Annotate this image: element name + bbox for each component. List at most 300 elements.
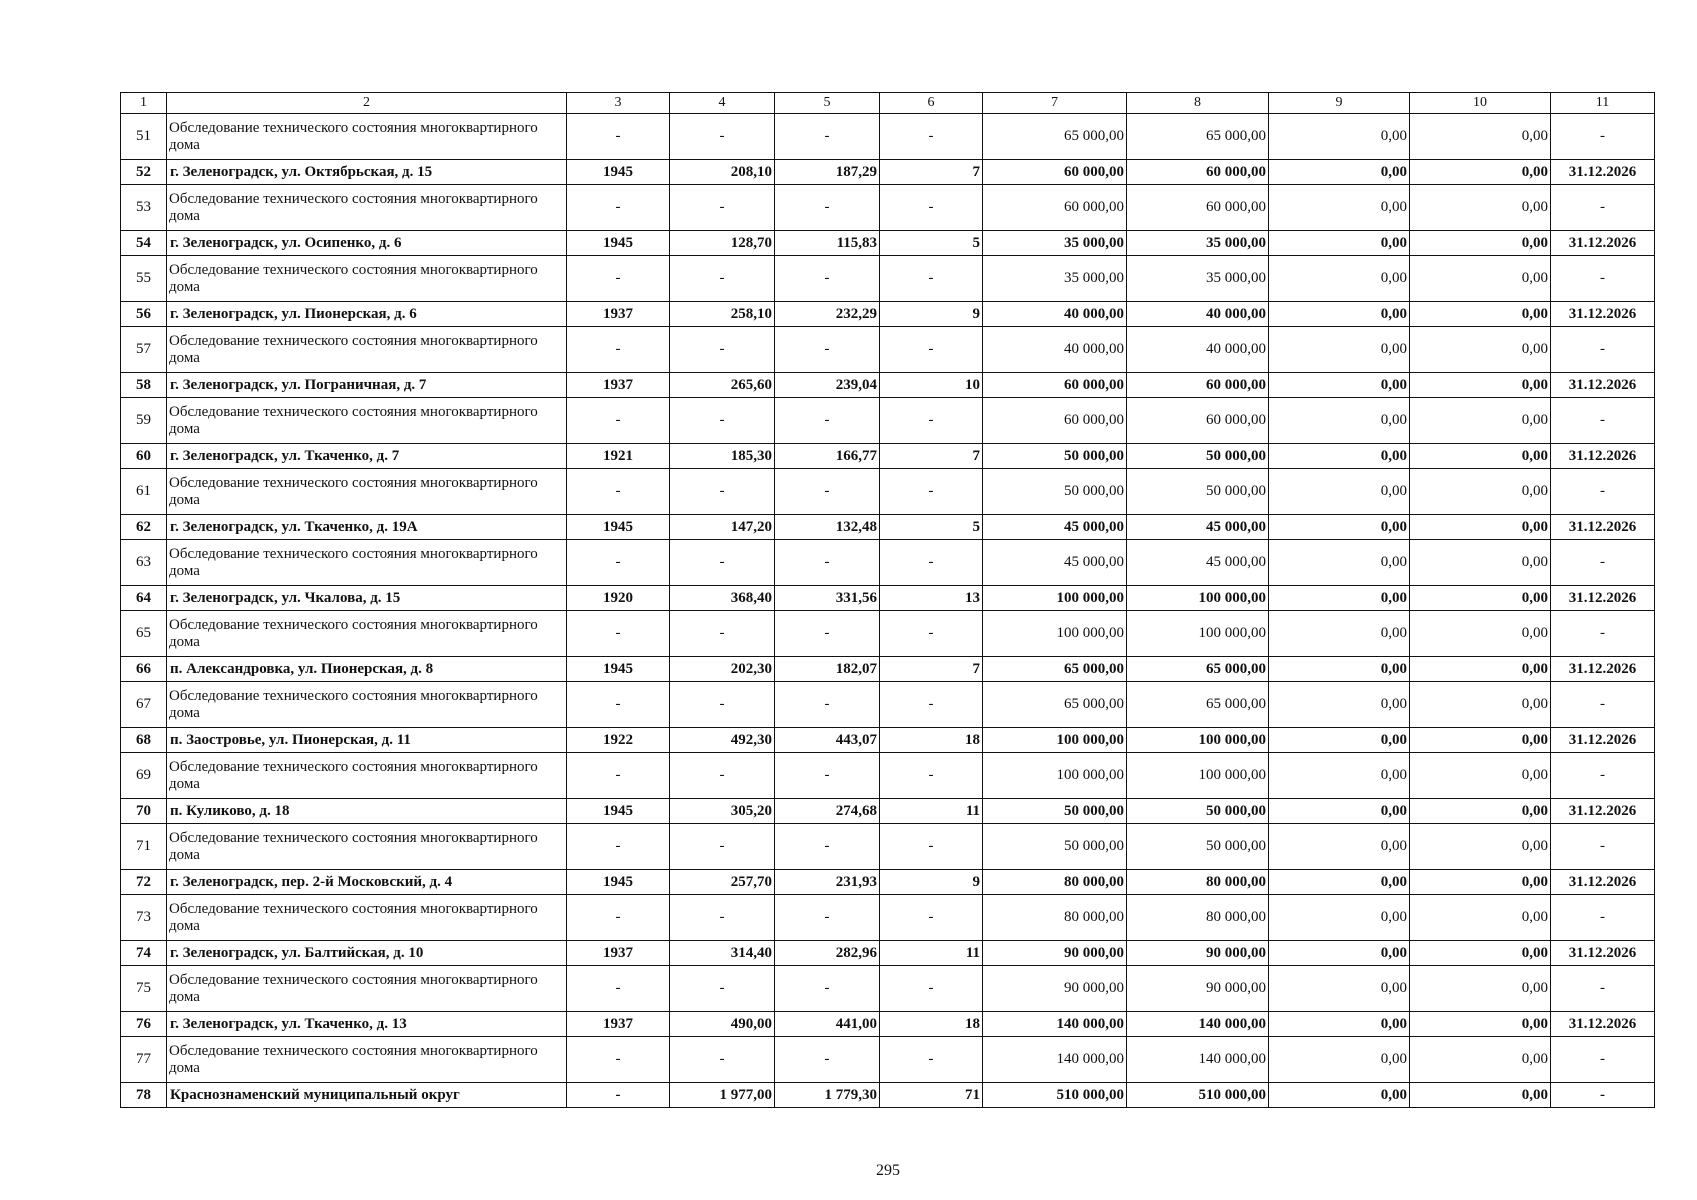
col-6-cell: 9: [880, 870, 983, 895]
col-11-cell: -: [1551, 753, 1655, 799]
column-number-5: 5: [775, 93, 880, 114]
col-8-cell: 60 000,00: [1127, 398, 1269, 444]
col-9-cell: 0,00: [1269, 870, 1410, 895]
object-name-cell: г. Зеленоградск, ул. Пограничная, д. 7: [167, 373, 567, 398]
table-row: [121, 540, 1655, 586]
col-5-cell: 232,29: [775, 302, 880, 327]
col-8-cell: 100 000,00: [1127, 611, 1269, 657]
col-7-cell: 140 000,00: [983, 1037, 1127, 1083]
col-4-cell: -: [670, 114, 775, 160]
table-row: [121, 373, 1655, 398]
col-6-cell: 7: [880, 160, 983, 185]
col-8-cell: 35 000,00: [1127, 231, 1269, 256]
row-number: 69: [121, 753, 167, 799]
col-3-cell: 1945: [567, 657, 670, 682]
work-description-cell: Обследование технического состояния многоквартирного дома: [167, 611, 567, 657]
object-name-cell: г. Зеленоградск, ул. Октябрьская, д. 15: [167, 160, 567, 185]
col-7-cell: 35 000,00: [983, 256, 1127, 302]
col-7-cell: 50 000,00: [983, 824, 1127, 870]
col-5-cell: -: [775, 327, 880, 373]
col-11-cell: 31.12.2026: [1551, 302, 1655, 327]
col-9-cell: 0,00: [1269, 1012, 1410, 1037]
column-number-6: 6: [880, 93, 983, 114]
col-3-cell: -: [567, 185, 670, 231]
col-3-cell: 1921: [567, 444, 670, 469]
col-9-cell: 0,00: [1269, 1037, 1410, 1083]
col-3-cell: -: [567, 256, 670, 302]
col-8-cell: 80 000,00: [1127, 895, 1269, 941]
work-description-cell: Обследование технического состояния многоквартирного дома: [167, 114, 567, 160]
object-name-cell: г. Зеленоградск, ул. Пионерская, д. 6: [167, 302, 567, 327]
col-10-cell: 0,00: [1410, 682, 1551, 728]
row-number: 73: [121, 895, 167, 941]
col-9-cell: 0,00: [1269, 160, 1410, 185]
row-number: 75: [121, 966, 167, 1012]
col-11-cell: 31.12.2026: [1551, 728, 1655, 753]
col-6-cell: -: [880, 611, 983, 657]
object-name-cell: Краснознаменский муниципальный округ: [167, 1083, 567, 1108]
col-11-cell: 31.12.2026: [1551, 373, 1655, 398]
row-number: 71: [121, 824, 167, 870]
col-10-cell: 0,00: [1410, 941, 1551, 966]
table-row: [121, 1083, 1655, 1108]
table-row: [121, 1012, 1655, 1037]
col-4-cell: 492,30: [670, 728, 775, 753]
col-10-cell: 0,00: [1410, 657, 1551, 682]
col-5-cell: -: [775, 185, 880, 231]
col-3-cell: -: [567, 824, 670, 870]
col-9-cell: 0,00: [1269, 799, 1410, 824]
col-5-cell: 182,07: [775, 657, 880, 682]
col-5-cell: 282,96: [775, 941, 880, 966]
col-3-cell: -: [567, 469, 670, 515]
col-5-cell: -: [775, 398, 880, 444]
col-3-cell: -: [567, 895, 670, 941]
object-name-cell: п. Заостровье, ул. Пионерская, д. 11: [167, 728, 567, 753]
col-10-cell: 0,00: [1410, 185, 1551, 231]
col-4-cell: 490,00: [670, 1012, 775, 1037]
col-4-cell: 185,30: [670, 444, 775, 469]
row-number: 60: [121, 444, 167, 469]
col-8-cell: 100 000,00: [1127, 728, 1269, 753]
col-7-cell: 60 000,00: [983, 398, 1127, 444]
row-number: 66: [121, 657, 167, 682]
row-number: 63: [121, 540, 167, 586]
col-4-cell: -: [670, 256, 775, 302]
col-10-cell: 0,00: [1410, 114, 1551, 160]
table-row: [121, 682, 1655, 728]
col-9-cell: 0,00: [1269, 515, 1410, 540]
col-5-cell: 166,77: [775, 444, 880, 469]
col-9-cell: 0,00: [1269, 753, 1410, 799]
col-4-cell: 265,60: [670, 373, 775, 398]
col-3-cell: -: [567, 682, 670, 728]
col-3-cell: 1945: [567, 231, 670, 256]
col-3-cell: -: [567, 611, 670, 657]
col-10-cell: 0,00: [1410, 1037, 1551, 1083]
row-number: 72: [121, 870, 167, 895]
table-row: [121, 657, 1655, 682]
column-number-8: 8: [1127, 93, 1269, 114]
object-name-cell: г. Зеленоградск, ул. Ткаченко, д. 19А: [167, 515, 567, 540]
col-10-cell: 0,00: [1410, 728, 1551, 753]
col-11-cell: -: [1551, 256, 1655, 302]
col-7-cell: 80 000,00: [983, 870, 1127, 895]
col-5-cell: -: [775, 753, 880, 799]
row-number: 70: [121, 799, 167, 824]
col-4-cell: 305,20: [670, 799, 775, 824]
col-4-cell: 202,30: [670, 657, 775, 682]
table-row: [121, 799, 1655, 824]
object-name-cell: г. Зеленоградск, ул. Осипенко, д. 6: [167, 231, 567, 256]
col-6-cell: 10: [880, 373, 983, 398]
table-row: [121, 515, 1655, 540]
col-11-cell: -: [1551, 114, 1655, 160]
col-11-cell: 31.12.2026: [1551, 515, 1655, 540]
col-11-cell: -: [1551, 469, 1655, 515]
col-4-cell: -: [670, 469, 775, 515]
table-row: [121, 160, 1655, 185]
col-5-cell: 231,93: [775, 870, 880, 895]
row-number: 57: [121, 327, 167, 373]
col-10-cell: 0,00: [1410, 895, 1551, 941]
col-4-cell: -: [670, 966, 775, 1012]
col-10-cell: 0,00: [1410, 160, 1551, 185]
col-11-cell: 31.12.2026: [1551, 799, 1655, 824]
col-8-cell: 510 000,00: [1127, 1083, 1269, 1108]
col-3-cell: -: [567, 1083, 670, 1108]
col-5-cell: 331,56: [775, 586, 880, 611]
col-7-cell: 65 000,00: [983, 682, 1127, 728]
col-7-cell: 80 000,00: [983, 895, 1127, 941]
col-6-cell: -: [880, 398, 983, 444]
table-row: [121, 586, 1655, 611]
col-5-cell: -: [775, 540, 880, 586]
col-7-cell: 100 000,00: [983, 753, 1127, 799]
col-8-cell: 65 000,00: [1127, 114, 1269, 160]
col-11-cell: 31.12.2026: [1551, 444, 1655, 469]
row-number: 61: [121, 469, 167, 515]
col-9-cell: 0,00: [1269, 586, 1410, 611]
col-4-cell: -: [670, 682, 775, 728]
col-7-cell: 40 000,00: [983, 327, 1127, 373]
col-6-cell: 18: [880, 728, 983, 753]
col-6-cell: -: [880, 185, 983, 231]
col-6-cell: 18: [880, 1012, 983, 1037]
col-9-cell: 0,00: [1269, 941, 1410, 966]
object-name-cell: г. Зеленоградск, ул. Балтийская, д. 10: [167, 941, 567, 966]
row-number: 52: [121, 160, 167, 185]
work-description-cell: Обследование технического состояния многоквартирного дома: [167, 256, 567, 302]
col-11-cell: -: [1551, 824, 1655, 870]
col-10-cell: 0,00: [1410, 256, 1551, 302]
col-8-cell: 80 000,00: [1127, 870, 1269, 895]
table-row: [121, 1037, 1655, 1083]
col-4-cell: -: [670, 824, 775, 870]
col-5-cell: 274,68: [775, 799, 880, 824]
table-row: [121, 231, 1655, 256]
col-4-cell: -: [670, 398, 775, 444]
col-3-cell: 1945: [567, 515, 670, 540]
col-10-cell: 0,00: [1410, 586, 1551, 611]
col-4-cell: 1 977,00: [670, 1083, 775, 1108]
col-5-cell: -: [775, 256, 880, 302]
col-11-cell: -: [1551, 895, 1655, 941]
work-description-cell: Обследование технического состояния многоквартирного дома: [167, 824, 567, 870]
col-3-cell: 1945: [567, 870, 670, 895]
work-description-cell: Обследование технического состояния многоквартирного дома: [167, 682, 567, 728]
col-5-cell: -: [775, 966, 880, 1012]
work-description-cell: Обследование технического состояния многоквартирного дома: [167, 398, 567, 444]
col-3-cell: 1922: [567, 728, 670, 753]
work-description-cell: Обследование технического состояния многоквартирного дома: [167, 327, 567, 373]
table-row: [121, 327, 1655, 373]
col-5-cell: -: [775, 114, 880, 160]
col-9-cell: 0,00: [1269, 611, 1410, 657]
col-11-cell: 31.12.2026: [1551, 586, 1655, 611]
col-5-cell: -: [775, 611, 880, 657]
col-11-cell: 31.12.2026: [1551, 941, 1655, 966]
col-3-cell: -: [567, 753, 670, 799]
column-number-9: 9: [1269, 93, 1410, 114]
col-10-cell: 0,00: [1410, 231, 1551, 256]
page-number: 295: [876, 1162, 900, 1179]
col-10-cell: 0,00: [1410, 515, 1551, 540]
col-10-cell: 0,00: [1410, 1012, 1551, 1037]
col-10-cell: 0,00: [1410, 870, 1551, 895]
row-number: 59: [121, 398, 167, 444]
col-8-cell: 45 000,00: [1127, 540, 1269, 586]
col-11-cell: 31.12.2026: [1551, 160, 1655, 185]
col-8-cell: 40 000,00: [1127, 327, 1269, 373]
col-10-cell: 0,00: [1410, 1083, 1551, 1108]
col-11-cell: -: [1551, 398, 1655, 444]
col-8-cell: 60 000,00: [1127, 373, 1269, 398]
column-number-3: 3: [567, 93, 670, 114]
col-8-cell: 60 000,00: [1127, 185, 1269, 231]
col-8-cell: 100 000,00: [1127, 753, 1269, 799]
col-7-cell: 90 000,00: [983, 966, 1127, 1012]
row-number: 78: [121, 1083, 167, 1108]
row-number: 62: [121, 515, 167, 540]
table-row: [121, 753, 1655, 799]
table-row: [121, 185, 1655, 231]
col-6-cell: -: [880, 895, 983, 941]
col-7-cell: 40 000,00: [983, 302, 1127, 327]
data-table: [120, 92, 1655, 1108]
col-10-cell: 0,00: [1410, 444, 1551, 469]
col-10-cell: 0,00: [1410, 753, 1551, 799]
col-7-cell: 100 000,00: [983, 611, 1127, 657]
col-6-cell: -: [880, 469, 983, 515]
row-number: 67: [121, 682, 167, 728]
col-9-cell: 0,00: [1269, 895, 1410, 941]
col-9-cell: 0,00: [1269, 256, 1410, 302]
work-description-cell: Обследование технического состояния многоквартирного дома: [167, 469, 567, 515]
col-3-cell: 1945: [567, 799, 670, 824]
col-10-cell: 0,00: [1410, 302, 1551, 327]
col-3-cell: -: [567, 966, 670, 1012]
col-11-cell: -: [1551, 682, 1655, 728]
col-3-cell: 1937: [567, 302, 670, 327]
col-8-cell: 50 000,00: [1127, 444, 1269, 469]
col-4-cell: 314,40: [670, 941, 775, 966]
col-7-cell: 60 000,00: [983, 160, 1127, 185]
col-11-cell: -: [1551, 185, 1655, 231]
col-7-cell: 50 000,00: [983, 444, 1127, 469]
work-description-cell: Обследование технического состояния многоквартирного дома: [167, 1037, 567, 1083]
col-9-cell: 0,00: [1269, 373, 1410, 398]
object-name-cell: г. Зеленоградск, ул. Ткаченко, д. 7: [167, 444, 567, 469]
column-number-7: 7: [983, 93, 1127, 114]
table-row: [121, 895, 1655, 941]
col-6-cell: -: [880, 682, 983, 728]
table-row: [121, 256, 1655, 302]
table-row: [121, 941, 1655, 966]
col-7-cell: 45 000,00: [983, 540, 1127, 586]
work-description-cell: Обследование технического состояния многоквартирного дома: [167, 895, 567, 941]
row-number: 68: [121, 728, 167, 753]
col-8-cell: 65 000,00: [1127, 682, 1269, 728]
col-4-cell: 128,70: [670, 231, 775, 256]
col-6-cell: 7: [880, 657, 983, 682]
table-row: [121, 302, 1655, 327]
col-9-cell: 0,00: [1269, 682, 1410, 728]
col-8-cell: 140 000,00: [1127, 1037, 1269, 1083]
col-7-cell: 100 000,00: [983, 728, 1127, 753]
col-5-cell: 187,29: [775, 160, 880, 185]
col-5-cell: -: [775, 895, 880, 941]
row-number: 53: [121, 185, 167, 231]
col-8-cell: 50 000,00: [1127, 824, 1269, 870]
work-description-cell: Обследование технического состояния многоквартирного дома: [167, 753, 567, 799]
object-name-cell: п. Александровка, ул. Пионерская, д. 8: [167, 657, 567, 682]
col-10-cell: 0,00: [1410, 611, 1551, 657]
col-6-cell: -: [880, 256, 983, 302]
col-4-cell: 147,20: [670, 515, 775, 540]
col-8-cell: 90 000,00: [1127, 941, 1269, 966]
col-3-cell: 1945: [567, 160, 670, 185]
col-6-cell: 11: [880, 799, 983, 824]
row-number: 58: [121, 373, 167, 398]
col-3-cell: 1920: [567, 586, 670, 611]
row-number: 76: [121, 1012, 167, 1037]
col-9-cell: 0,00: [1269, 824, 1410, 870]
col-7-cell: 65 000,00: [983, 657, 1127, 682]
col-9-cell: 0,00: [1269, 398, 1410, 444]
col-9-cell: 0,00: [1269, 185, 1410, 231]
table-row: [121, 444, 1655, 469]
row-number: 77: [121, 1037, 167, 1083]
col-3-cell: 1937: [567, 1012, 670, 1037]
col-10-cell: 0,00: [1410, 398, 1551, 444]
col-6-cell: 13: [880, 586, 983, 611]
table-row: [121, 870, 1655, 895]
col-5-cell: 115,83: [775, 231, 880, 256]
col-7-cell: 510 000,00: [983, 1083, 1127, 1108]
col-5-cell: 443,07: [775, 728, 880, 753]
col-6-cell: 5: [880, 231, 983, 256]
object-name-cell: г. Зеленоградск, ул. Ткаченко, д. 13: [167, 1012, 567, 1037]
col-11-cell: -: [1551, 540, 1655, 586]
row-number: 55: [121, 256, 167, 302]
col-5-cell: 441,00: [775, 1012, 880, 1037]
col-6-cell: -: [880, 824, 983, 870]
row-number: 54: [121, 231, 167, 256]
col-4-cell: -: [670, 753, 775, 799]
row-number: 65: [121, 611, 167, 657]
col-9-cell: 0,00: [1269, 469, 1410, 515]
col-6-cell: 7: [880, 444, 983, 469]
table-row: [121, 728, 1655, 753]
col-10-cell: 0,00: [1410, 799, 1551, 824]
col-4-cell: 368,40: [670, 586, 775, 611]
col-9-cell: 0,00: [1269, 302, 1410, 327]
col-5-cell: 132,48: [775, 515, 880, 540]
col-10-cell: 0,00: [1410, 824, 1551, 870]
col-11-cell: -: [1551, 966, 1655, 1012]
col-8-cell: 90 000,00: [1127, 966, 1269, 1012]
col-4-cell: -: [670, 895, 775, 941]
col-3-cell: -: [567, 114, 670, 160]
col-8-cell: 50 000,00: [1127, 799, 1269, 824]
row-number: 64: [121, 586, 167, 611]
col-4-cell: -: [670, 327, 775, 373]
col-9-cell: 0,00: [1269, 114, 1410, 160]
col-5-cell: -: [775, 469, 880, 515]
col-8-cell: 100 000,00: [1127, 586, 1269, 611]
col-4-cell: -: [670, 185, 775, 231]
column-number-1: 1: [121, 93, 167, 114]
col-6-cell: 71: [880, 1083, 983, 1108]
col-7-cell: 45 000,00: [983, 515, 1127, 540]
col-4-cell: 257,70: [670, 870, 775, 895]
col-3-cell: -: [567, 540, 670, 586]
col-10-cell: 0,00: [1410, 327, 1551, 373]
table-row: [121, 966, 1655, 1012]
col-9-cell: 0,00: [1269, 1083, 1410, 1108]
col-8-cell: 50 000,00: [1127, 469, 1269, 515]
col-7-cell: 65 000,00: [983, 114, 1127, 160]
col-6-cell: -: [880, 114, 983, 160]
col-5-cell: 1 779,30: [775, 1083, 880, 1108]
col-5-cell: -: [775, 1037, 880, 1083]
col-3-cell: -: [567, 398, 670, 444]
col-7-cell: 60 000,00: [983, 185, 1127, 231]
col-4-cell: -: [670, 540, 775, 586]
col-11-cell: -: [1551, 327, 1655, 373]
col-7-cell: 60 000,00: [983, 373, 1127, 398]
object-name-cell: п. Куликово, д. 18: [167, 799, 567, 824]
col-11-cell: 31.12.2026: [1551, 1012, 1655, 1037]
col-9-cell: 0,00: [1269, 327, 1410, 373]
column-number-11: 11: [1551, 93, 1655, 114]
col-10-cell: 0,00: [1410, 373, 1551, 398]
col-3-cell: -: [567, 327, 670, 373]
col-9-cell: 0,00: [1269, 728, 1410, 753]
col-8-cell: 65 000,00: [1127, 657, 1269, 682]
col-10-cell: 0,00: [1410, 966, 1551, 1012]
col-11-cell: -: [1551, 1083, 1655, 1108]
table-row: [121, 469, 1655, 515]
table-row: [121, 824, 1655, 870]
col-6-cell: -: [880, 327, 983, 373]
col-7-cell: 35 000,00: [983, 231, 1127, 256]
col-3-cell: 1937: [567, 941, 670, 966]
table-row: [121, 398, 1655, 444]
col-9-cell: 0,00: [1269, 657, 1410, 682]
col-11-cell: 31.12.2026: [1551, 657, 1655, 682]
